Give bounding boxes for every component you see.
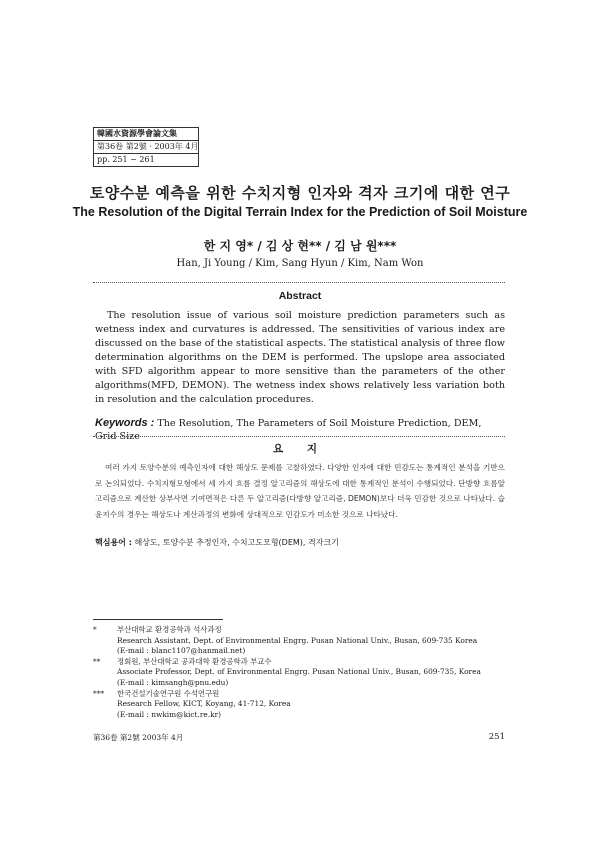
keywords-label: Keywords : [95, 417, 155, 429]
korean-abstract-text: 여러 가지 토양수분의 예측인자에 대한 해상도 문제를 고찰하였다. 다양한 인자에 대한 민감도는 통계적인 분석을 기반으로 논의되었다. 수치지형모형에서 세 가지 흐름 결정 알고리즘의 해상도에 대한 통계적인 분석이 수행되었다. 단방향 흐름알고리즘으로 계산한 상부사면 기여면적은 다른 두 알고리즘(다방향 알고리즘, DEMON)보다 더욱 민감한 것으로 나타났다. 습윤지수의 경우는 해상도나 계산과정의 변화에 상대적으로 민감도가 미소한 것으로 나타났다. [95, 463, 505, 519]
footnote-rule [93, 619, 223, 620]
footnote-line: Research Fellow, KICT, Koyang, 41-712, Korea [117, 699, 291, 709]
footnotes [93, 625, 513, 720]
footnote-line: (E-mail : blanc1107@hanmail.net) [117, 646, 246, 656]
korean-keywords-label: 핵심용어 : [95, 538, 132, 547]
keywords-text: The Resolution, The Parameters of Soil Moisture Prediction, DEM, Grid Size [95, 418, 482, 442]
journal-info-box [93, 127, 199, 167]
footer-journal-issue: 第36卷 第2號 2003年 4月 [93, 733, 184, 742]
footnote-3 [93, 689, 513, 721]
abstract-heading: Abstract [278, 290, 322, 302]
keywords [95, 417, 505, 443]
abstract-text: The resolution issue of various soil moisture prediction parameters such as wetness index and curvatures is addressed. The sensitivities of various index are discussed on the base of the statistical aspects. The statistical analysis of three flow determination algorithms on the DEM is performed. The upslope area associated with SFD algorithm appear to more sensitive than the parameters of the other algorithms(MFD, DEMON). The wetness index shows relatively less variation both in resolution and the calculation procedures. [95, 310, 505, 405]
footnote-mark: * [93, 625, 97, 634]
footnote-line: 한국건설기술연구원 수석연구원 [117, 688, 220, 698]
footnote-mark: *** [93, 688, 105, 698]
footnote-line: Research Assistant, Dept. of Environmental Engrg. Pusan National Univ., Busan, 609-735 Korea [117, 635, 478, 645]
page-number: 251 [488, 732, 505, 742]
footnote-line: 정회원, 부산대학교 공과대학 환경공학과 부교수 [117, 656, 272, 666]
footnote-mark: ** [93, 656, 101, 666]
korean-abstract-heading: 요 지 [273, 443, 327, 455]
authors-english: Han, Ji Young / Kim, Sang Hyun / Kim, Nam Won [176, 258, 424, 269]
divider-middle [93, 436, 505, 437]
journal-volume-issue: 第36卷 第2號 · 2003年 4月 [94, 140, 198, 153]
korean-keywords-text: 해상도, 토양수분 추정인자, 수치고도모형(DEM), 격자크기 [134, 538, 339, 547]
korean-keywords [95, 537, 505, 549]
divider-top [93, 282, 505, 283]
title-english: The Resolution of the Digital Terrain Index for the Prediction of Soil Moisture [72, 205, 528, 219]
journal-pages: pp. 251 ~ 261 [94, 153, 198, 166]
footnote-line: (E-mail : kimsangh@pnu.edu) [117, 677, 229, 687]
footnote-1 [93, 625, 513, 657]
footnote-line: 부산대학교 환경공학과 석사과정 [117, 625, 222, 634]
title-korean: 토양수분 예측을 위한 수치지형 인자와 격자 크기에 대한 연구 [89, 184, 511, 202]
footnote-2 [93, 657, 513, 689]
footnote-line: (E-mail : nwkim@kict.re.kr) [117, 709, 222, 719]
authors-korean: 한 지 영* / 김 상 현** / 김 남 원*** [203, 239, 397, 253]
footnote-line: Associate Professor, Dept. of Environmental Engrg. Pusan National Univ., Busan, 609-735, Korea [117, 667, 481, 677]
journal-name: 韓國水資源學會論文集 [97, 129, 177, 138]
